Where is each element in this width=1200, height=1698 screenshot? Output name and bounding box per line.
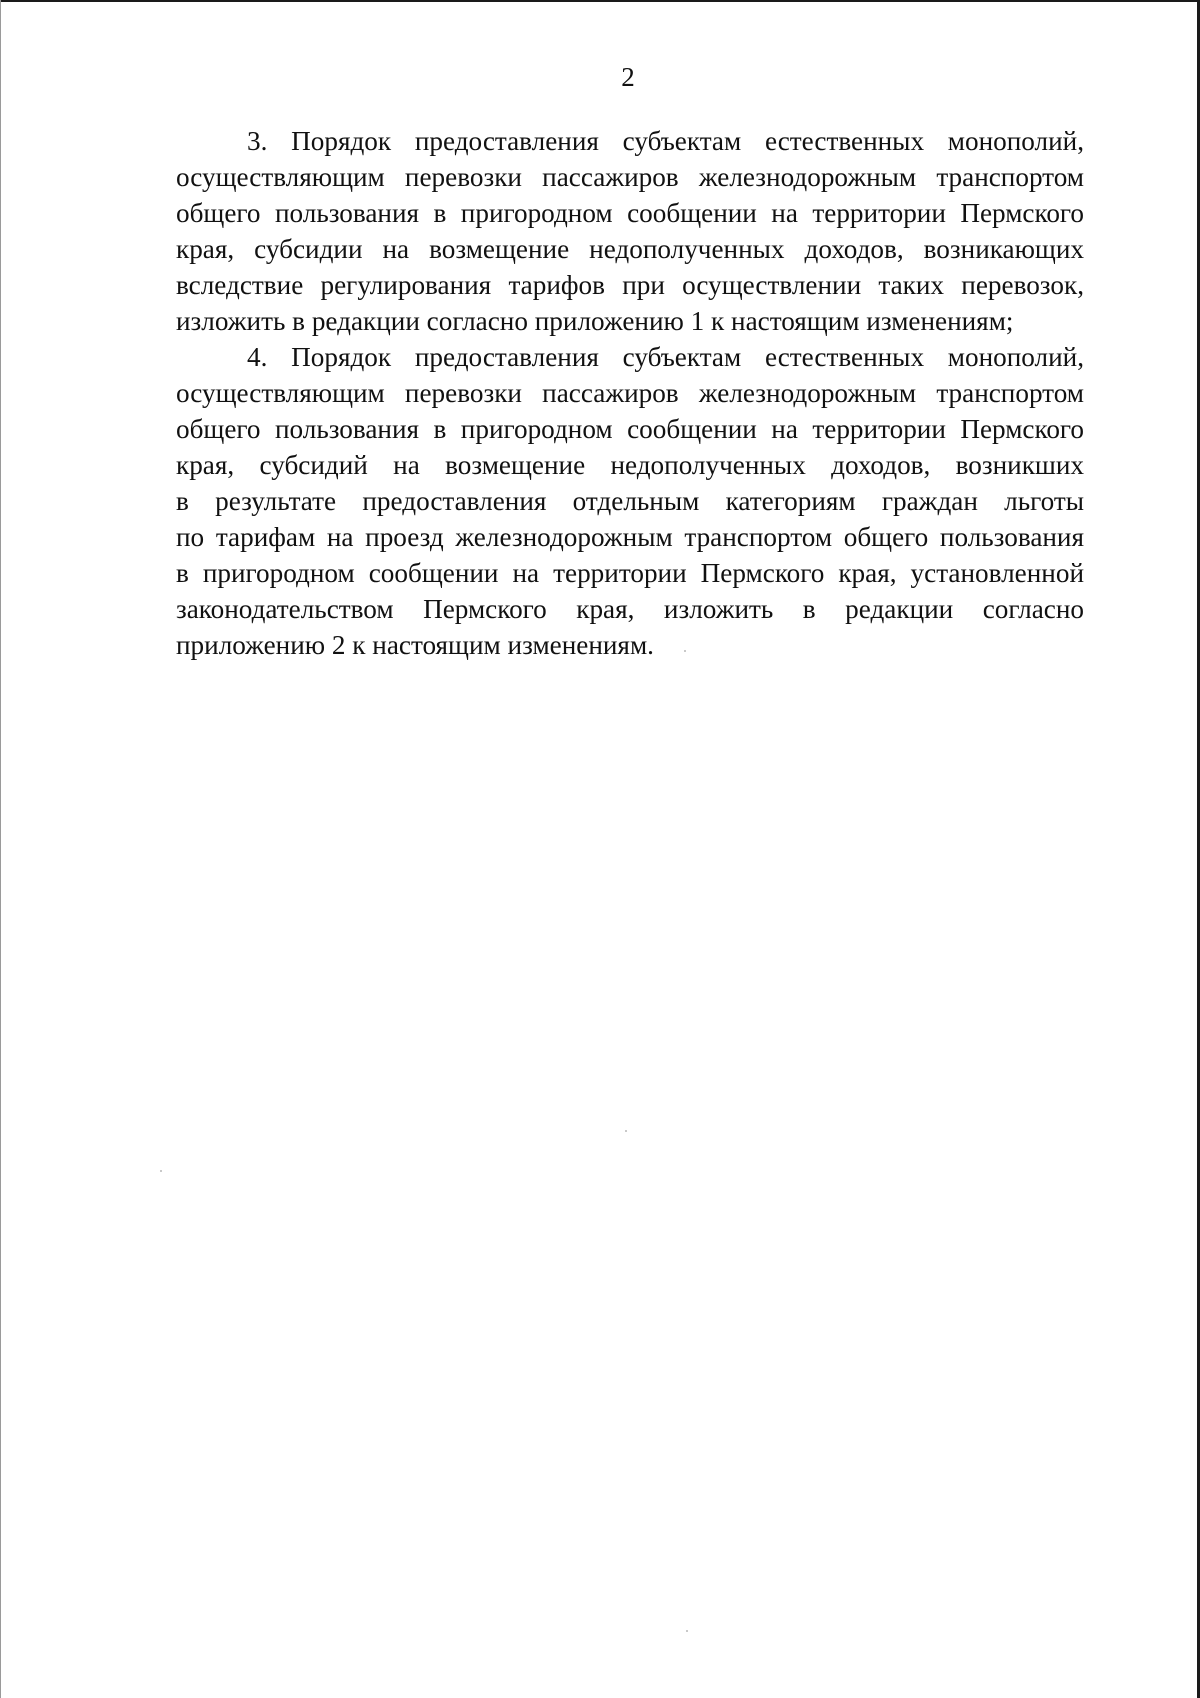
text-line: в результате предоставления отдельным категориям граждан льготы [176, 486, 1084, 516]
text-line: 4. Порядок предоставления субъектам естественных монополий, [247, 342, 1084, 372]
document-body [176, 123, 1084, 663]
text-line: 3. Порядок предоставления субъектам естественных монополий, [247, 126, 1084, 156]
text-line: осуществляющим перевозки пассажиров железнодорожным транспортом [176, 162, 1084, 192]
scan-border-left [0, 0, 1, 1698]
scan-speck [160, 1170, 162, 1172]
page-number: 2 [621, 62, 635, 92]
scan-speck [625, 1130, 627, 1132]
scan-speck [684, 650, 686, 652]
text-line: осуществляющим перевозки пассажиров железнодорожным транспортом [176, 378, 1084, 408]
text-line: края, субсидии на возмещение недополученных доходов, возникающих [176, 234, 1084, 264]
text-line: общего пользования в пригородном сообщении на территории Пермского [176, 414, 1084, 444]
text-line: края, субсидий на возмещение недополученных доходов, возникших [176, 450, 1084, 480]
text-line: по тарифам на проезд железнодорожным транспортом общего пользования [176, 522, 1084, 552]
text-line: приложению 2 к настоящим изменениям. [176, 630, 654, 660]
text-line: общего пользования в пригородном сообщении на территории Пермского [176, 198, 1084, 228]
text-line: изложить в редакции согласно приложению 1 к настоящим изменениям; [176, 306, 1014, 336]
paragraph-item-3 [176, 123, 1084, 339]
text-line: законодательством Пермского края, изложить в редакции согласно [176, 594, 1084, 624]
text-line: вследствие регулирования тарифов при осуществлении таких перевозок, [176, 270, 1084, 300]
paragraph-item-4 [176, 339, 1084, 663]
scan-border-top [0, 0, 1200, 2]
text-line: в пригородном сообщении на территории Пермского края, установленной [176, 558, 1084, 588]
scan-speck [686, 1630, 688, 1632]
